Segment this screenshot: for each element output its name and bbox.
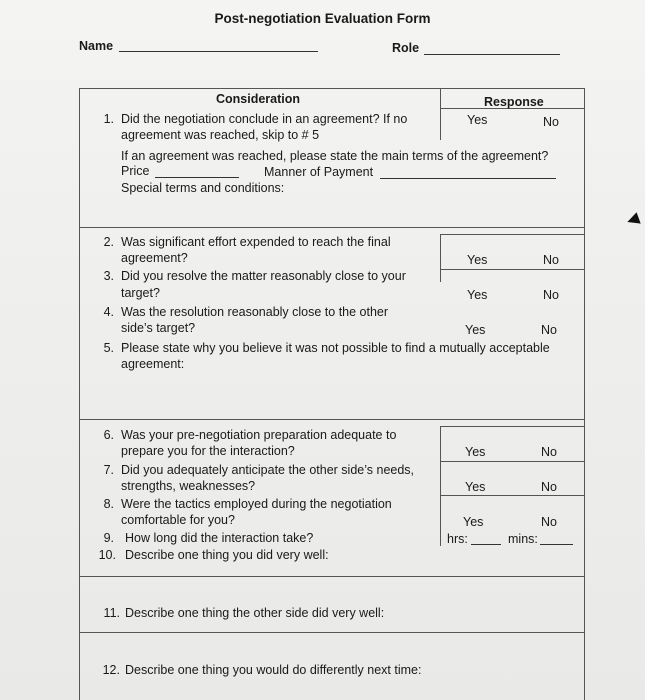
q8-text-1: Were the tactics employed during the negotiation <box>121 497 392 511</box>
cell-divider <box>440 461 585 462</box>
row-divider-1 <box>79 227 585 228</box>
q7-yes[interactable]: Yes <box>465 480 486 494</box>
price-label: Price <box>121 164 150 178</box>
q8-number: 8. <box>103 497 114 511</box>
q7-text-1: Did you adequately anticipate the other side’s needs, <box>121 463 415 477</box>
q1-text-2: agreement was reached, skip to # 5 <box>121 128 320 142</box>
q10-text: Describe one thing you did very well: <box>125 548 329 562</box>
table-left-border <box>79 88 80 700</box>
response-col-border <box>440 89 441 140</box>
q3-number: 3. <box>103 269 114 283</box>
q6-text-2: prepare you for the interaction? <box>121 444 295 458</box>
name-field[interactable] <box>119 51 318 52</box>
q1-yes[interactable]: Yes <box>467 113 488 127</box>
q1-text-1: Did the negotiation conclude in an agreement? If no <box>121 112 408 126</box>
q2-no[interactable]: No <box>543 253 559 267</box>
hrs-label: hrs: <box>447 532 468 546</box>
cell-divider <box>440 234 585 235</box>
q12-number: 12. <box>102 663 120 677</box>
q6-yes[interactable]: Yes <box>465 445 486 459</box>
q4-no[interactable]: No <box>541 323 557 337</box>
consideration-header: Consideration <box>216 92 301 106</box>
q3-no[interactable]: No <box>543 288 559 302</box>
response-col-border <box>440 426 441 546</box>
q6-text-1: Was your pre-negotiation preparation adequate to <box>121 428 397 442</box>
q8-yes[interactable]: Yes <box>463 515 484 529</box>
mins-label: mins: <box>508 532 538 546</box>
name-label: Name <box>79 39 114 53</box>
q3-text-1: Did you resolve the matter reasonably close to your <box>121 269 406 283</box>
q7-number: 7. <box>103 463 114 477</box>
q6-no[interactable]: No <box>541 445 557 459</box>
q2-text-2: agreement? <box>121 251 188 265</box>
mins-field[interactable] <box>540 544 573 545</box>
q2-yes[interactable]: Yes <box>467 253 488 267</box>
payment-field[interactable] <box>380 178 556 179</box>
price-field[interactable] <box>155 177 239 178</box>
q8-no[interactable]: No <box>541 515 557 529</box>
q2-number: 2. <box>103 235 114 249</box>
table-right-border <box>584 89 585 700</box>
q3-text-2: target? <box>121 286 160 300</box>
row-divider-2 <box>79 419 585 420</box>
table-top-border <box>79 88 585 89</box>
response-header: Response <box>484 95 544 109</box>
role-label: Role <box>392 41 420 55</box>
q1-agreement-note: If an agreement was reached, please state the main terms of the agreement? <box>121 149 549 163</box>
q4-text-2: side’s target? <box>121 321 196 335</box>
q12-text: Describe one thing you would do differently next time: <box>125 663 422 677</box>
q11-number: 11. <box>103 606 120 620</box>
q7-no[interactable]: No <box>541 480 557 494</box>
row-divider-4 <box>79 632 585 633</box>
q3-yes[interactable]: Yes <box>467 288 488 302</box>
q2-text-1: Was significant effort expended to reach the final <box>121 235 391 249</box>
cursor-arrow-icon <box>625 212 640 227</box>
row-divider-3 <box>79 576 585 577</box>
q8-text-2: comfortable for you? <box>121 513 235 527</box>
cell-divider <box>440 495 585 496</box>
q9-number: 9. <box>103 531 114 545</box>
cell-divider <box>440 269 585 270</box>
q1-no[interactable]: No <box>543 115 559 129</box>
special-terms-label: Special terms and conditions: <box>121 181 285 195</box>
q5-text-2: agreement: <box>121 357 185 371</box>
payment-label: Manner of Payment <box>264 165 374 179</box>
q4-yes[interactable]: Yes <box>465 323 486 337</box>
q5-text-1: Please state why you believe it was not possible to find a mutually acceptable <box>121 341 550 355</box>
page-title: Post-negotiation Evaluation Form <box>214 11 431 26</box>
q1-number: 1. <box>103 112 114 126</box>
q9-text: How long did the interaction take? <box>125 531 314 545</box>
q7-text-2: strengths, weaknesses? <box>121 479 256 493</box>
q11-text: Describe one thing the other side did very well: <box>125 606 385 620</box>
response-col-border <box>440 234 441 282</box>
hrs-field[interactable] <box>471 544 501 545</box>
cell-divider <box>440 426 585 427</box>
q4-number: 4. <box>103 305 114 319</box>
q6-number: 6. <box>103 428 114 442</box>
q10-number: 10. <box>98 548 116 562</box>
q4-text-1: Was the resolution reasonably close to the other <box>121 305 389 319</box>
role-field[interactable] <box>424 54 560 55</box>
q5-number: 5. <box>103 341 114 355</box>
